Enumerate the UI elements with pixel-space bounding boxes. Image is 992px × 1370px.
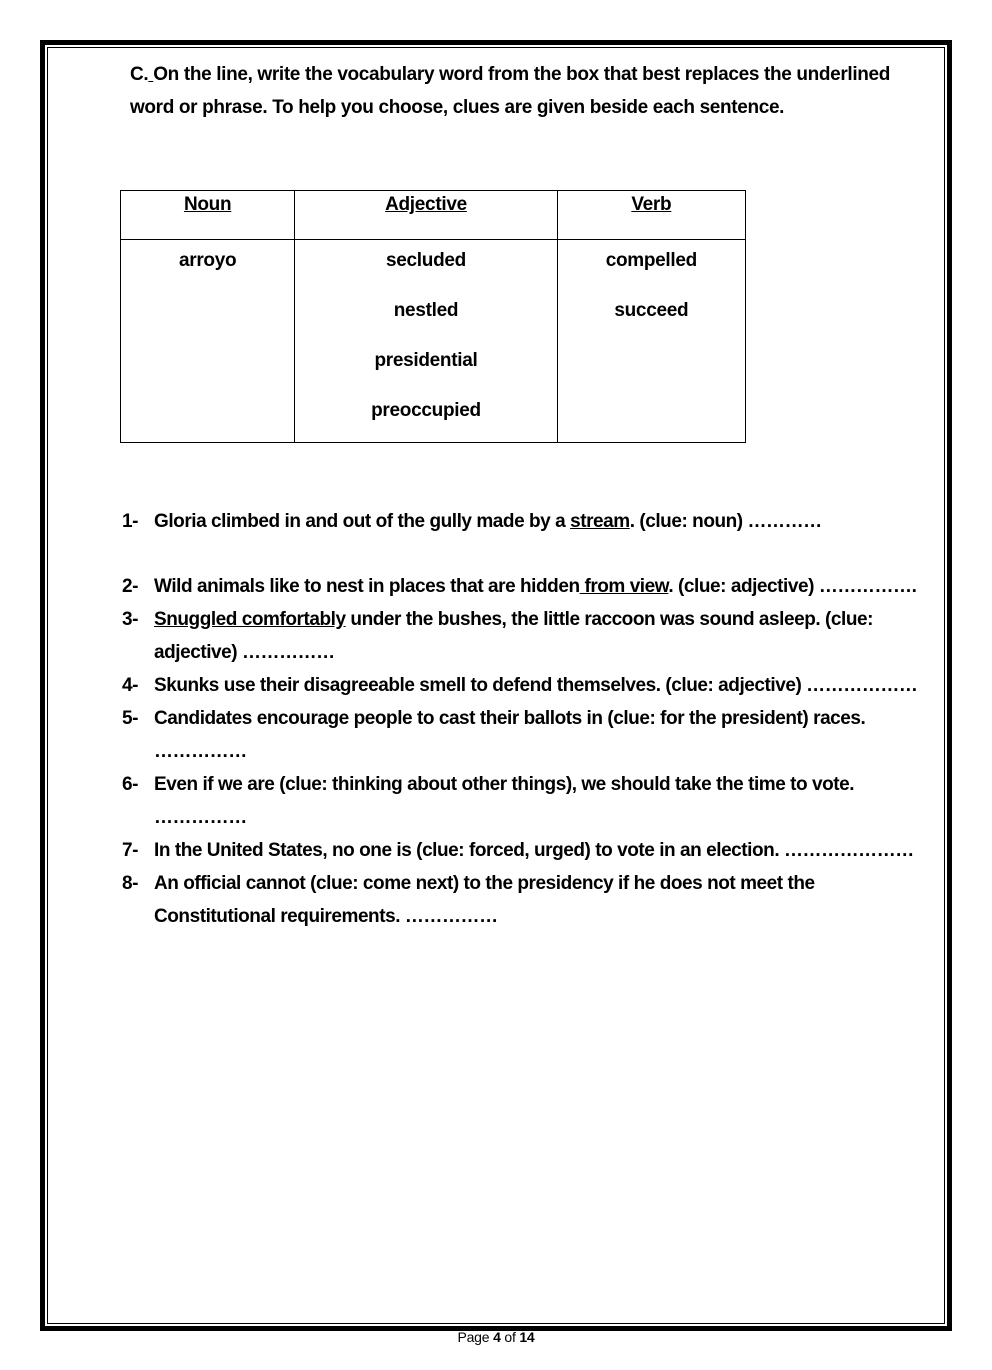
vocab-word: preoccupied bbox=[371, 400, 481, 421]
total-pages: 14 bbox=[519, 1329, 535, 1345]
vocab-word: secluded bbox=[385, 250, 466, 271]
question-list bbox=[122, 505, 922, 933]
section-label: C. bbox=[130, 64, 149, 85]
vocab-word: presidential bbox=[374, 350, 478, 371]
instructions-text: On the line, write the vocabulary word from the box that best replaces the underlined word or phrase. To help you choose, clues are given beside each sentence. bbox=[130, 64, 890, 118]
question-text: Wild animals like to nest in places that are hidden bbox=[154, 576, 580, 597]
question-item bbox=[122, 834, 922, 867]
vocab-word: compelled bbox=[605, 250, 697, 271]
question-number: 2- bbox=[122, 576, 138, 597]
question-number: 1- bbox=[122, 511, 138, 532]
verb-column bbox=[557, 240, 745, 443]
noun-column bbox=[121, 240, 295, 443]
of-label: of bbox=[504, 1329, 516, 1345]
page-label: Page bbox=[457, 1329, 490, 1345]
question-item bbox=[122, 768, 922, 834]
word-box-header-row bbox=[121, 191, 746, 240]
question-text[interactable]: Skunks use their disagreeable smell to defend themselves. (clue: adjective) ……………… bbox=[154, 675, 918, 696]
question-number: 8- bbox=[122, 873, 138, 894]
vocabulary-word-box bbox=[120, 190, 746, 443]
question-text[interactable]: In the United States, no one is (clue: forced, urged) to vote in an election. ………………… bbox=[154, 840, 914, 861]
question-text[interactable]: Candidates encourage people to cast their ballots in (clue: for the president) races. …………… bbox=[154, 708, 866, 762]
question-item bbox=[122, 702, 922, 768]
header-verb: Verb bbox=[557, 191, 745, 240]
header-adjective: Adjective bbox=[295, 191, 557, 240]
vocab-word: arroyo bbox=[178, 250, 237, 271]
question-text: Gloria climbed in and out of the gully made by a bbox=[154, 511, 571, 532]
page-footer bbox=[0, 1328, 992, 1346]
question-text[interactable]: An official cannot (clue: come next) to the presidency if he does not meet the Constitutional requirements. …………… bbox=[154, 873, 815, 927]
question-number: 4- bbox=[122, 675, 138, 696]
vocab-word: nestled bbox=[393, 300, 459, 321]
question-item bbox=[122, 570, 922, 603]
question-text-after[interactable]: . (clue: adjective) ……………. bbox=[668, 576, 917, 597]
instructions bbox=[130, 58, 890, 124]
current-page-number: 4 bbox=[493, 1329, 501, 1345]
question-item bbox=[122, 603, 922, 669]
question-number: 3- bbox=[122, 609, 138, 630]
question-text-after[interactable]: . (clue: noun) ………… bbox=[629, 511, 822, 532]
question-text[interactable]: Even if we are (clue: thinking about other things), we should take the time to vote. …………… bbox=[154, 774, 855, 828]
vocab-word: succeed bbox=[614, 300, 689, 321]
question-item bbox=[122, 669, 922, 702]
word-box-body-row bbox=[121, 240, 746, 443]
question-item bbox=[122, 505, 922, 538]
underlined-phrase: Snuggled comfortably bbox=[154, 609, 346, 630]
underlined-phrase: from view bbox=[579, 576, 669, 597]
question-text-after[interactable]: under the bushes, the little raccoon was sound asleep. (clue: adjective) …………… bbox=[154, 609, 874, 663]
question-number: 6- bbox=[122, 774, 138, 795]
adjective-column bbox=[295, 240, 557, 443]
question-item bbox=[122, 867, 922, 933]
section-c bbox=[130, 58, 920, 124]
header-noun: Noun bbox=[121, 191, 295, 240]
question-number: 5- bbox=[122, 708, 138, 729]
underlined-phrase: stream bbox=[570, 511, 630, 532]
question-number: 7- bbox=[122, 840, 138, 861]
